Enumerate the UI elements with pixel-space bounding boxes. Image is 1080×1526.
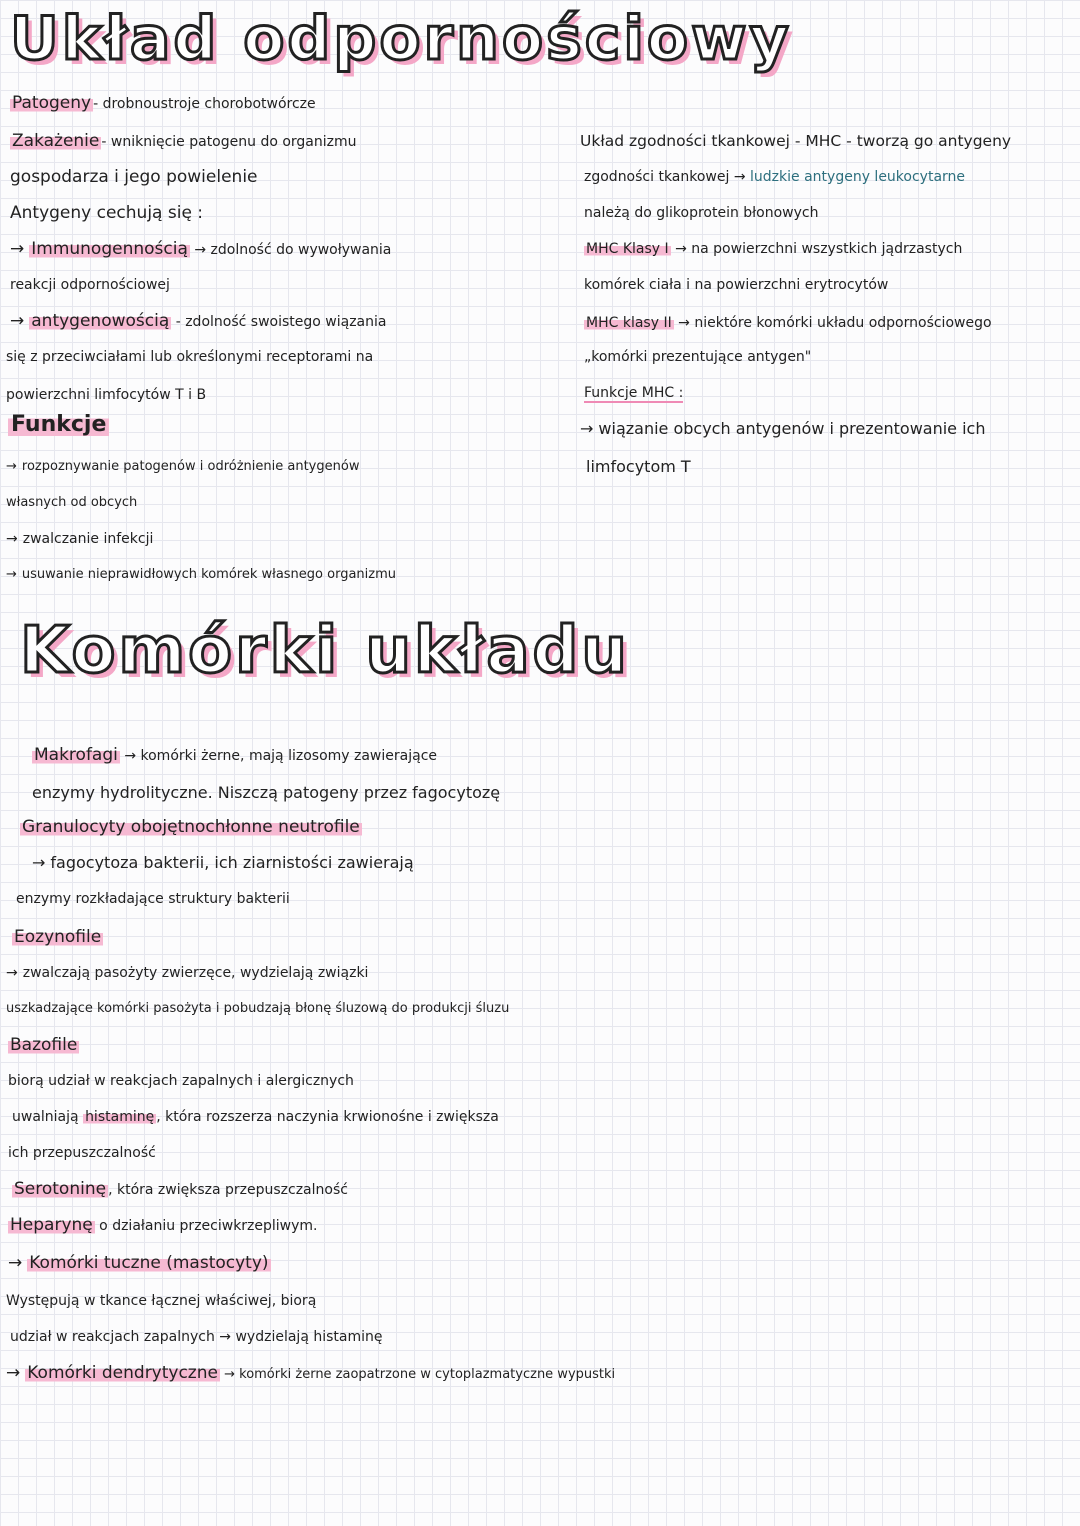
section-heading	[8, 414, 109, 437]
text-line: ich przepuszczalność	[8, 1145, 156, 1161]
bullet-line	[580, 418, 985, 440]
arrow-icon: →	[6, 531, 18, 547]
bullet-line	[8, 1252, 271, 1274]
definition-text: → niektóre komórki układu odpornościowego	[673, 315, 992, 331]
text-line	[584, 166, 965, 188]
text-line	[12, 1106, 499, 1128]
text-segment: , która rozszerza naczynia krwionośne i zwiększa	[156, 1109, 499, 1125]
text-line: Układ zgodności tkankowej - MHC - tworzą go antygeny	[580, 132, 1012, 150]
bullet-text: wiązanie obcych antygenów i prezentowanie ich	[598, 419, 986, 438]
term-label: MHC klasy II	[586, 315, 672, 331]
arrow-icon: →	[6, 459, 17, 474]
bullet-text: usuwanie nieprawidłowych komórek własnego organizmu	[21, 567, 396, 582]
cell-description: → komórki żerne zaopatrzone w cytoplazmatyczne wypustki	[219, 1367, 616, 1382]
bullet-line	[10, 238, 391, 261]
text-line: należą do glikoprotein błonowych	[584, 205, 819, 221]
cell-line	[32, 744, 437, 767]
text-line: Występują w tkance łącznej właściwej, biorą	[6, 1293, 317, 1309]
text-line: Antygeny cechują się :	[10, 203, 204, 223]
bullet-text: zwalczanie infekcji	[22, 531, 154, 547]
text-segment: o działaniu przeciwkrzepliwym.	[94, 1218, 318, 1234]
bullet-line	[6, 528, 153, 550]
section-title: Komórki układu	[20, 614, 630, 688]
term-label: Immunogennością	[31, 239, 188, 259]
definition-text: - drobnoustroje chorobotwórcze	[93, 96, 316, 112]
text-line: enzymy hydrolityczne. Niszczą patogeny przez fagocytozę	[32, 783, 501, 802]
text-line	[12, 1178, 348, 1201]
highlight-text: ludzkie antygeny leukocytarne	[750, 169, 966, 185]
cell-line	[8, 1034, 79, 1056]
text-line	[584, 382, 683, 404]
cell-name: Makrofagi	[34, 745, 118, 765]
term-label: Heparynę	[10, 1215, 93, 1235]
bullet-text: fagocytoza bakterii, ich ziarnistości zawierają	[50, 853, 414, 872]
arrow-icon: →	[6, 1363, 21, 1383]
bullet-line	[6, 564, 396, 586]
cell-line	[12, 926, 103, 948]
arrow-icon: →	[10, 239, 25, 259]
cell-name: Granulocyty obojętnochłonne neutrofile	[22, 817, 360, 837]
bullet-line	[6, 1362, 615, 1386]
term-label: Zakażenie	[12, 131, 100, 151]
bullet-text: rozpoznywanie patogenów i odróżnienie antygenów	[21, 459, 360, 474]
mhc-class-line	[584, 312, 992, 334]
text-line: biorą udział w reakcjach zapalnych i alergicznych	[8, 1073, 354, 1089]
arrow-icon: →	[32, 853, 46, 872]
text-line: uszkadzające komórki pasożyta i pobudzają błonę śluzową do produkcji śluzu	[6, 1001, 510, 1016]
text-line: „komórki prezentujące antygen"	[584, 349, 812, 365]
text-line	[8, 1214, 318, 1237]
subheading: Funkcje MHC :	[584, 385, 684, 401]
text-line: się z przeciwciałami lub określonymi receptorami na	[6, 349, 374, 365]
text-line: własnych od obcych	[6, 495, 138, 510]
bullet-line	[32, 852, 414, 874]
text-line: enzymy rozkładające struktury bakterii	[16, 891, 290, 907]
arrow-icon: →	[6, 567, 17, 582]
bullet-line	[6, 456, 359, 478]
text-segment: zgodności tkankowej →	[584, 169, 751, 185]
term-label: MHC Klasy I	[586, 241, 669, 257]
cell-line	[20, 816, 362, 838]
page-title: Układ odpornościowy	[10, 4, 792, 74]
definition-text: - wniknięcie patogenu do organizmu	[101, 134, 357, 150]
text-line: limfocytom T	[586, 457, 691, 476]
term-label: Serotoninę	[14, 1179, 107, 1199]
term-label: Patogeny	[12, 93, 92, 113]
text-line: powierzchni limfocytów T i B	[6, 387, 207, 403]
definition-text: → na powierzchni wszystkich jądrzastych	[670, 241, 963, 257]
functions-heading: Funkcje	[8, 412, 109, 437]
text-line: udział w reakcjach zapalnych → wydzielają histaminę	[10, 1329, 383, 1345]
arrow-icon: →	[580, 419, 594, 438]
definition-text: - zdolność swoistego wiązania	[171, 314, 387, 330]
cell-name: Eozynofile	[14, 927, 102, 947]
text-line: reakcji odpornościowej	[10, 277, 170, 293]
bullet-text: zwalczają pasożyty zwierzęce, wydzielają związki	[22, 965, 369, 981]
term-label: antygenowością	[31, 311, 170, 331]
cell-name: Bazofile	[10, 1035, 78, 1055]
cell-description: → komórki żerne, mają lizosomy zawierające	[119, 748, 438, 764]
arrow-icon: →	[6, 965, 18, 981]
arrow-icon: →	[8, 1253, 23, 1273]
text-segment: , która zwiększa przepuszczalność	[108, 1182, 348, 1198]
cell-name: Komórki dendrytyczne	[27, 1363, 218, 1383]
definition-text: → zdolność do wywoływania	[189, 242, 392, 258]
definition-line	[10, 92, 316, 115]
mhc-class-line	[584, 238, 962, 260]
bullet-line	[10, 310, 386, 333]
term-label: histaminę	[85, 1109, 155, 1125]
bullet-line	[6, 962, 368, 984]
cell-name: Komórki tuczne (mastocyty)	[29, 1253, 269, 1273]
text-line: gospodarza i jego powielenie	[10, 167, 258, 187]
arrow-icon: →	[10, 311, 25, 331]
definition-line	[10, 130, 357, 153]
text-segment: uwalniają	[12, 1109, 84, 1125]
text-line: komórek ciała i na powierzchni erytrocytów	[584, 277, 889, 293]
